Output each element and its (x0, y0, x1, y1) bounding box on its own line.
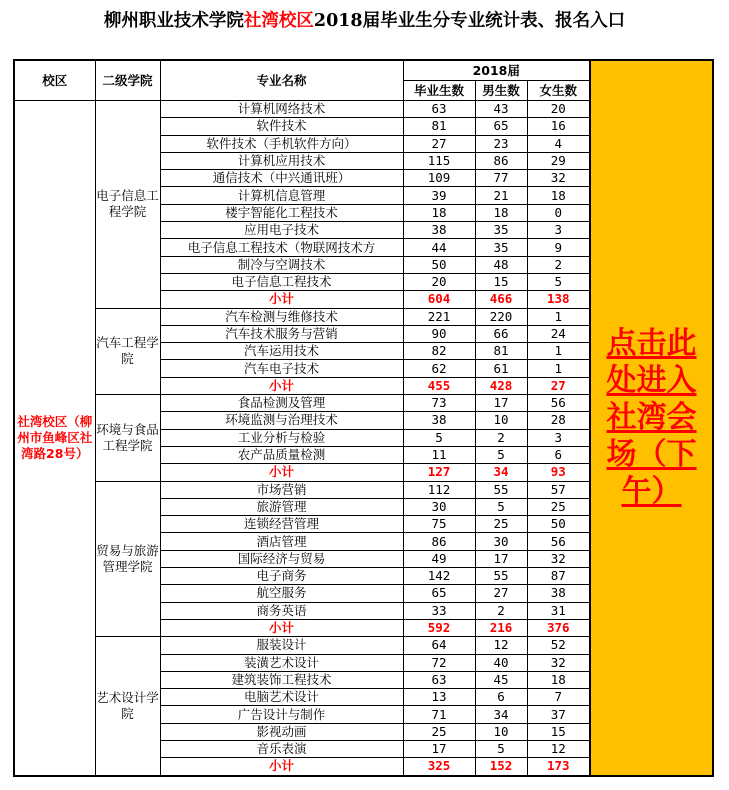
college-cell: 贸易与旅游管理学院 (95, 481, 160, 637)
male-count: 5 (475, 446, 527, 463)
graduate-count: 25 (403, 723, 475, 740)
graduate-count: 112 (403, 481, 475, 498)
female-count: 18 (527, 187, 590, 204)
header-female: 女生数 (527, 81, 590, 101)
male-count: 65 (475, 118, 527, 135)
male-count: 61 (475, 360, 527, 377)
subtotal-graduate-count: 592 (403, 619, 475, 636)
graduate-count: 62 (403, 360, 475, 377)
male-count: 55 (475, 481, 527, 498)
female-count: 32 (527, 170, 590, 187)
college-cell: 汽车工程学院 (95, 308, 160, 394)
page-title (0, 9, 729, 33)
male-count: 6 (475, 689, 527, 706)
graduate-count: 221 (403, 308, 475, 325)
graduate-count: 115 (403, 152, 475, 169)
title-highlight: 社湾校区 (243, 11, 314, 31)
graduate-count: 20 (403, 273, 475, 290)
male-count: 77 (475, 170, 527, 187)
female-count: 7 (527, 689, 590, 706)
graduate-count: 63 (403, 671, 475, 688)
major-name: 音乐表演 (160, 740, 403, 757)
graduate-count: 38 (403, 222, 475, 239)
entry-link-cell[interactable] (590, 60, 713, 776)
female-count: 9 (527, 239, 590, 256)
subtotal-female-count: 27 (527, 377, 590, 394)
major-name: 酒店管理 (160, 533, 403, 550)
male-count: 17 (475, 550, 527, 567)
graduate-count: 73 (403, 395, 475, 412)
graduate-count: 142 (403, 568, 475, 585)
major-name: 环境监测与治理技术 (160, 412, 403, 429)
graduate-count: 17 (403, 740, 475, 757)
header-campus: 校区 (14, 60, 95, 101)
enter-shewan-venue-link[interactable]: 点击此处进入社湾会场（下午） (606, 326, 697, 510)
male-count: 66 (475, 325, 527, 342)
subtotal-male-count: 34 (475, 464, 527, 481)
female-count: 6 (527, 446, 590, 463)
major-name: 建筑装饰工程技术 (160, 671, 403, 688)
graduate-count: 72 (403, 654, 475, 671)
major-name: 食品检测及管理 (160, 395, 403, 412)
graduate-count: 33 (403, 602, 475, 619)
graduate-stats-table (13, 59, 714, 777)
female-count: 3 (527, 222, 590, 239)
graduate-count: 13 (403, 689, 475, 706)
header-college: 二级学院 (95, 60, 160, 101)
major-name: 软件技术（手机软件方向） (160, 135, 403, 152)
male-count: 43 (475, 101, 527, 118)
major-name: 工业分析与检验 (160, 429, 403, 446)
male-count: 25 (475, 516, 527, 533)
major-name: 连锁经营管理 (160, 516, 403, 533)
major-name: 装潢艺术设计 (160, 654, 403, 671)
male-count: 34 (475, 706, 527, 723)
female-count: 25 (527, 498, 590, 515)
subtotal-label: 小计 (160, 377, 403, 394)
subtotal-female-count: 138 (527, 291, 590, 308)
graduate-count: 86 (403, 533, 475, 550)
male-count: 21 (475, 187, 527, 204)
male-count: 220 (475, 308, 527, 325)
major-name: 影视动画 (160, 723, 403, 740)
major-name: 汽车电子技术 (160, 360, 403, 377)
header-major: 专业名称 (160, 60, 403, 101)
graduate-count: 5 (403, 429, 475, 446)
major-name: 航空服务 (160, 585, 403, 602)
college-cell: 电子信息工程学院 (95, 101, 160, 309)
major-name: 电子信息工程技术 (160, 273, 403, 290)
graduate-count: 18 (403, 204, 475, 221)
subtotal-graduate-count: 604 (403, 291, 475, 308)
male-count: 15 (475, 273, 527, 290)
subtotal-graduate-count: 325 (403, 758, 475, 776)
female-count: 15 (527, 723, 590, 740)
subtotal-label: 小计 (160, 758, 403, 776)
female-count: 1 (527, 308, 590, 325)
male-count: 17 (475, 395, 527, 412)
female-count: 0 (527, 204, 590, 221)
graduate-count: 109 (403, 170, 475, 187)
college-cell: 环境与食品工程学院 (95, 395, 160, 481)
graduate-count: 11 (403, 446, 475, 463)
male-count: 5 (475, 498, 527, 515)
male-count: 2 (475, 429, 527, 446)
major-name: 商务英语 (160, 602, 403, 619)
major-name: 服装设计 (160, 637, 403, 654)
subtotal-female-count: 173 (527, 758, 590, 776)
female-count: 16 (527, 118, 590, 135)
female-count: 32 (527, 654, 590, 671)
graduate-count: 71 (403, 706, 475, 723)
male-count: 23 (475, 135, 527, 152)
college-cell: 艺术设计学院 (95, 637, 160, 776)
header-row-1 (14, 60, 713, 81)
female-count: 37 (527, 706, 590, 723)
female-count: 4 (527, 135, 590, 152)
male-count: 18 (475, 204, 527, 221)
major-name: 通信技术（中兴通讯班） (160, 170, 403, 187)
major-name: 汽车检测与维修技术 (160, 308, 403, 325)
subtotal-male-count: 216 (475, 619, 527, 636)
campus-name: 社湾校区（柳州市鱼峰区社湾路28号） (17, 413, 93, 461)
female-count: 56 (527, 395, 590, 412)
male-count: 81 (475, 343, 527, 360)
male-count: 48 (475, 256, 527, 273)
female-count: 18 (527, 671, 590, 688)
subtotal-label: 小计 (160, 619, 403, 636)
major-name: 楼宇智能化工程技术 (160, 204, 403, 221)
male-count: 40 (475, 654, 527, 671)
female-count: 38 (527, 585, 590, 602)
male-count: 12 (475, 637, 527, 654)
subtotal-female-count: 93 (527, 464, 590, 481)
female-count: 50 (527, 516, 590, 533)
graduate-count: 27 (403, 135, 475, 152)
subtotal-male-count: 466 (475, 291, 527, 308)
subtotal-male-count: 428 (475, 377, 527, 394)
campus-cell (14, 101, 95, 776)
major-name: 制冷与空调技术 (160, 256, 403, 273)
female-count: 1 (527, 360, 590, 377)
female-count: 5 (527, 273, 590, 290)
header-year: 2018届 (403, 60, 590, 81)
male-count: 55 (475, 568, 527, 585)
female-count: 31 (527, 602, 590, 619)
subtotal-female-count: 376 (527, 619, 590, 636)
female-count: 57 (527, 481, 590, 498)
male-count: 27 (475, 585, 527, 602)
male-count: 35 (475, 239, 527, 256)
header-male: 男生数 (475, 81, 527, 101)
major-name: 软件技术 (160, 118, 403, 135)
male-count: 5 (475, 740, 527, 757)
female-count: 56 (527, 533, 590, 550)
female-count: 29 (527, 152, 590, 169)
graduate-count: 75 (403, 516, 475, 533)
male-count: 2 (475, 602, 527, 619)
title-part2: 2018届毕业生分专业统计表、报名入口 (313, 11, 626, 31)
header-total: 毕业生数 (403, 81, 475, 101)
subtotal-male-count: 152 (475, 758, 527, 776)
title-part1: 柳州职业技术学院 (103, 11, 244, 31)
female-count: 1 (527, 343, 590, 360)
female-count: 32 (527, 550, 590, 567)
major-name: 广告设计与制作 (160, 706, 403, 723)
female-count: 20 (527, 101, 590, 118)
male-count: 10 (475, 412, 527, 429)
graduate-count: 90 (403, 325, 475, 342)
subtotal-graduate-count: 127 (403, 464, 475, 481)
graduate-count: 30 (403, 498, 475, 515)
male-count: 86 (475, 152, 527, 169)
major-name: 汽车运用技术 (160, 343, 403, 360)
major-name: 旅游管理 (160, 498, 403, 515)
female-count: 3 (527, 429, 590, 446)
graduate-count: 82 (403, 343, 475, 360)
graduate-count: 44 (403, 239, 475, 256)
graduate-count: 38 (403, 412, 475, 429)
major-name: 农产品质量检测 (160, 446, 403, 463)
major-name: 国际经济与贸易 (160, 550, 403, 567)
female-count: 2 (527, 256, 590, 273)
female-count: 28 (527, 412, 590, 429)
graduate-count: 81 (403, 118, 475, 135)
major-name: 电脑艺术设计 (160, 689, 403, 706)
female-count: 87 (527, 568, 590, 585)
major-name: 计算机应用技术 (160, 152, 403, 169)
female-count: 12 (527, 740, 590, 757)
major-name: 市场营销 (160, 481, 403, 498)
graduate-count: 63 (403, 101, 475, 118)
male-count: 35 (475, 222, 527, 239)
male-count: 10 (475, 723, 527, 740)
graduate-count: 65 (403, 585, 475, 602)
male-count: 30 (475, 533, 527, 550)
major-name: 计算机网络技术 (160, 101, 403, 118)
graduate-count: 39 (403, 187, 475, 204)
graduate-count: 49 (403, 550, 475, 567)
subtotal-label: 小计 (160, 464, 403, 481)
female-count: 24 (527, 325, 590, 342)
major-name: 电子信息工程技术（物联网技术方 (160, 239, 403, 256)
female-count: 52 (527, 637, 590, 654)
major-name: 电子商务 (160, 568, 403, 585)
major-name: 汽车技术服务与营销 (160, 325, 403, 342)
subtotal-graduate-count: 455 (403, 377, 475, 394)
graduate-count: 64 (403, 637, 475, 654)
major-name: 计算机信息管理 (160, 187, 403, 204)
major-name: 应用电子技术 (160, 222, 403, 239)
male-count: 45 (475, 671, 527, 688)
subtotal-label: 小计 (160, 291, 403, 308)
graduate-count: 50 (403, 256, 475, 273)
